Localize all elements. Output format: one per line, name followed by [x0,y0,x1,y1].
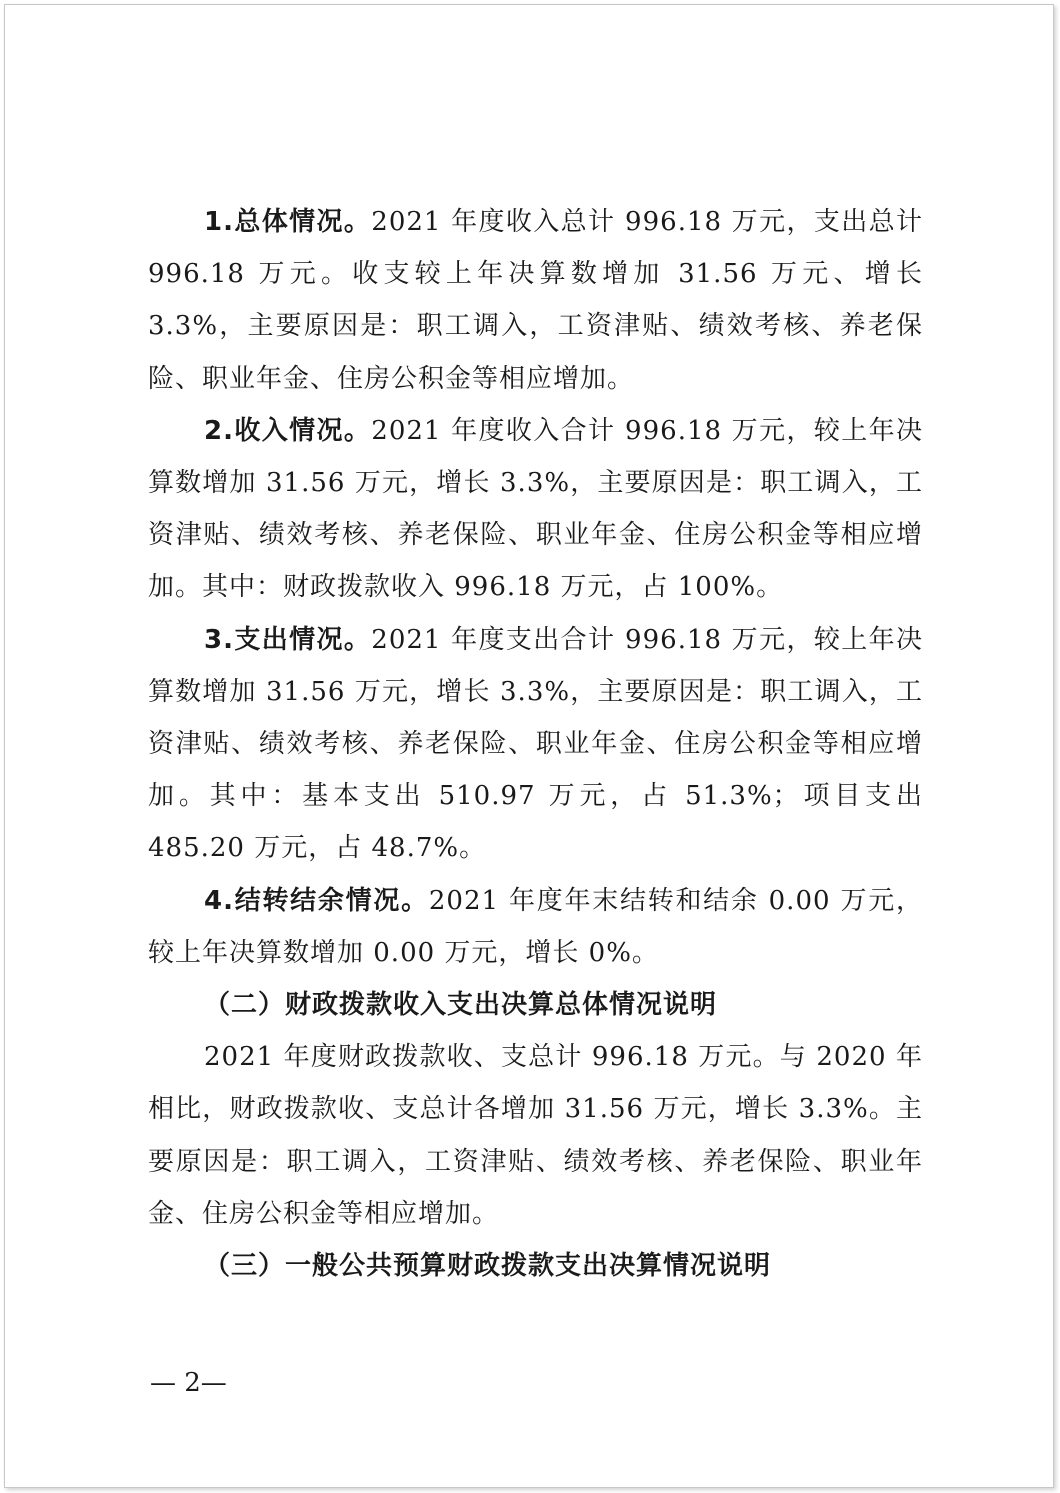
paragraph-text: 2021 年度支出合计 996.18 万元，较上年决算数增加 31.56 万元，增长 3.3%，主要原因是：职工调入，工资津贴、绩效考核、养老保险、职业年金、住房公积金等相应增加。其中：基本支出 510.97 万元，占 51.3%；项目支出 485.20 万元，占 48.7%。 [148,624,923,864]
paragraph-carryover [148,875,923,979]
page-number: — 2— [150,1368,227,1398]
paragraph-expenditure [148,614,923,875]
section-two-paragraph: 2021 年度财政拨款收、支总计 996.18 万元。与 2020 年相比，财政拨款收、支总计各增加 31.56 万元，增长 3.3%。主要原因是：职工调入，工资津贴、绩效考核、养老保险、职业年金、住房公积金等相应增加。 [148,1042,923,1229]
paragraph-overall [148,196,923,405]
section-three-heading: （三）一般公共预算财政拨款支出决算情况说明 [204,1251,772,1282]
document-body [148,196,923,1292]
paragraph-text: 2021 年度年末结转和结余 0.00 万元，较上年决算数增加 0.00 万元，增长 0%。 [148,885,924,968]
section-two-heading: （二）财政拨款收入支出决算总体情况说明 [204,990,718,1021]
paragraph-lead: 2.收入情况。 [204,415,372,446]
paragraph-lead: 4.结转结余情况。 [204,885,429,916]
paragraph-lead: 1.总体情况。 [204,207,372,237]
paragraph-text: 2021 年度收入合计 996.18 万元，较上年决算数增加 31.56 万元，增长 3.3%，主要原因是：职工调入，工资津贴、绩效考核、养老保险、职业年金、住房公积金等相应增加。其中：财政拨款收入 996.18 万元，占 100%。 [148,415,923,603]
paragraph-lead: 3.支出情况。 [204,624,372,655]
paragraph-income [148,405,923,614]
paragraph-text: 2021 年度收入总计 996.18 万元，支出总计 996.18 万元。收支较上年决算数增加 31.56 万元、增长 3.3%，主要原因是：职工调入，工资津贴、绩效考核、养老保险、职业年金、住房公积金等相应增加。 [148,207,923,394]
